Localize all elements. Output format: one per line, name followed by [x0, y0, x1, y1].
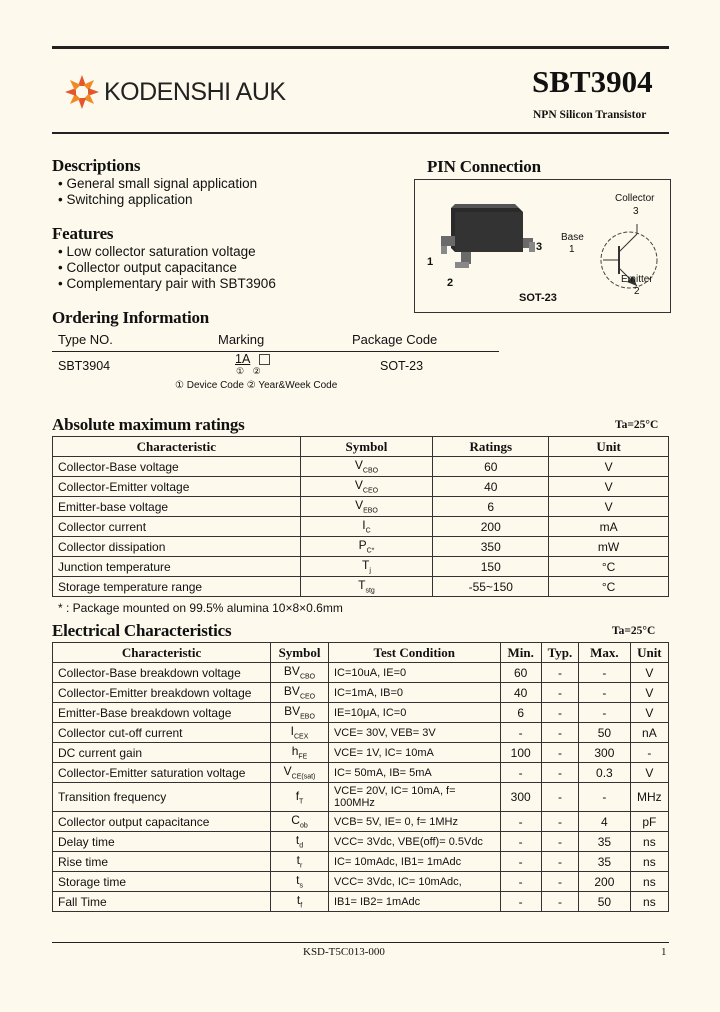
symbol-text: t: [296, 853, 301, 868]
pin-title: PIN Connection: [427, 157, 541, 176]
symbol-text: BV: [283, 664, 300, 679]
table-row: [53, 683, 669, 703]
col-header: Typ.: [541, 643, 578, 663]
typ-cell: -: [541, 812, 578, 832]
symbol-subscript: C*: [366, 547, 375, 555]
max-cell: -: [579, 683, 631, 703]
condition-cell: IC=10uA, IE=0: [328, 663, 500, 683]
unit-cell: -: [630, 743, 668, 763]
condition-cell: IC= 50mA, IB= 5mA: [328, 763, 500, 783]
max-cell: -: [579, 783, 631, 812]
characteristic-cell: Collector output capacitance: [53, 812, 271, 832]
min-cell: 60: [500, 663, 541, 683]
table-row: [53, 703, 669, 723]
typ-cell: -: [541, 683, 578, 703]
symbol-text: I: [362, 518, 366, 533]
typ-cell: -: [541, 872, 578, 892]
ordering-rule: [52, 351, 499, 352]
marking-box-icon: [259, 354, 270, 365]
marking-sub: ① ②: [236, 366, 264, 376]
unit-cell: mA: [549, 517, 669, 537]
max-cell: 35: [579, 832, 631, 852]
symbol-subscript: CBO: [362, 467, 379, 475]
symbol-cell: [271, 763, 329, 783]
characteristic-cell: Collector cut-off current: [53, 723, 271, 743]
condition-cell: VCE= 30V, VEB= 3V: [328, 723, 500, 743]
table-row: [53, 763, 669, 783]
symbol-subscript: C: [365, 527, 371, 535]
footer-doc: KSD-T5C013-000: [303, 946, 385, 958]
symbol-cell: [300, 537, 433, 557]
characteristic-cell: Rise time: [53, 852, 271, 872]
marking-code: 1A: [235, 352, 251, 366]
unit-cell: ns: [630, 852, 668, 872]
unit-cell: MHz: [630, 783, 668, 812]
symbol-text: V: [283, 764, 292, 779]
col-header: Symbol: [271, 643, 329, 663]
base-label: Base: [561, 232, 584, 243]
unit-cell: V: [630, 683, 668, 703]
rating-cell: 150: [433, 557, 549, 577]
symbol-text: V: [355, 498, 364, 513]
rating-cell: 60: [433, 457, 549, 477]
unit-cell: V: [630, 663, 668, 683]
characteristic-cell: Storage temperature range: [53, 577, 301, 597]
col-header: Symbol: [300, 437, 433, 457]
symbol-text: BV: [284, 704, 301, 719]
symbol-text: V: [354, 458, 363, 473]
symbol-subscript: FE: [298, 753, 308, 761]
list-item: • Complementary pair with SBT3906: [58, 276, 276, 291]
characteristic-cell: Collector-Emitter breakdown voltage: [53, 683, 271, 703]
symbol-cell: [271, 812, 329, 832]
symbol-subscript: CE(sat): [291, 773, 316, 781]
list-item: • Low collector saturation voltage: [58, 244, 256, 259]
abs-max-table: [52, 436, 669, 597]
symbol-text: C: [291, 813, 300, 828]
rating-cell: 200: [433, 517, 549, 537]
symbol-cell: [300, 577, 433, 597]
max-cell: 50: [579, 723, 631, 743]
symbol-subscript: CBO: [299, 673, 316, 681]
emitter-label: Emitter: [621, 274, 653, 285]
min-cell: -: [500, 812, 541, 832]
symbol-subscript: d: [299, 842, 304, 850]
condition-cell: IC=1mA, IB=0: [328, 683, 500, 703]
min-cell: -: [500, 723, 541, 743]
unit-cell: V: [549, 457, 669, 477]
condition-cell: VCC= 3Vdc, IC= 10mAdc,: [328, 872, 500, 892]
condition-cell: IC= 10mAdc, IB1= 1mAdc: [328, 852, 500, 872]
part-number: SBT3904: [532, 64, 653, 99]
elec-title: Electrical Characteristics: [52, 621, 232, 640]
symbol-subscript: T: [299, 798, 304, 806]
symbol-cell: [271, 743, 329, 763]
unit-cell: °C: [549, 577, 669, 597]
condition-cell: IB1= IB2= 1mAdc: [328, 892, 500, 912]
table-row: [53, 832, 669, 852]
symbol-cell: [300, 477, 433, 497]
characteristic-cell: Fall Time: [53, 892, 271, 912]
unit-cell: V: [630, 763, 668, 783]
symbol-text: t: [296, 893, 301, 908]
footer-page: 1: [661, 946, 667, 958]
col-header: Ratings: [433, 437, 549, 457]
descriptions-title: Descriptions: [52, 156, 141, 175]
table-row: [53, 517, 669, 537]
col-header: Unit: [630, 643, 668, 663]
min-cell: 300: [500, 783, 541, 812]
unit-cell: V: [549, 497, 669, 517]
footer-rule: [52, 942, 669, 943]
min-cell: 100: [500, 743, 541, 763]
rating-cell: 6: [433, 497, 549, 517]
symbol-cell: [300, 457, 433, 477]
collector-num: 3: [633, 206, 639, 217]
symbol-cell: [271, 663, 329, 683]
max-cell: -: [579, 663, 631, 683]
rating-cell: 350: [433, 537, 549, 557]
symbol-text: T: [362, 558, 370, 573]
min-cell: -: [500, 832, 541, 852]
symbol-cell: [271, 723, 329, 743]
rating-cell: 40: [433, 477, 549, 497]
package-label: SOT-23: [519, 292, 557, 304]
characteristic-cell: Collector-Base breakdown voltage: [53, 663, 271, 683]
table-row: [53, 783, 669, 812]
symbol-subscript: CEO: [299, 693, 316, 701]
characteristic-cell: Collector-Emitter saturation voltage: [53, 763, 271, 783]
table-row: [53, 577, 669, 597]
table-row: [53, 477, 669, 497]
unit-cell: ns: [630, 872, 668, 892]
pin2-label: 2: [447, 277, 454, 289]
symbol-cell: [271, 852, 329, 872]
ordering-header-package: Package Code: [352, 332, 438, 347]
table-row: [53, 723, 669, 743]
typ-cell: -: [541, 663, 578, 683]
table-row: [53, 497, 669, 517]
col-header: Min.: [500, 643, 541, 663]
characteristic-cell: Delay time: [53, 832, 271, 852]
symbol-text: t: [296, 873, 300, 888]
characteristic-cell: DC current gain: [53, 743, 271, 763]
elec-condition: Ta=25°C: [612, 625, 656, 637]
unit-cell: V: [549, 477, 669, 497]
table-row: [53, 892, 669, 912]
min-cell: -: [500, 892, 541, 912]
symbol-cell: [271, 683, 329, 703]
elec-table: [52, 642, 669, 912]
typ-cell: -: [541, 723, 578, 743]
symbol-text: f: [295, 788, 300, 803]
symbol-cell: [300, 497, 433, 517]
typ-cell: -: [541, 783, 578, 812]
characteristic-cell: Emitter-Base breakdown voltage: [53, 703, 271, 723]
ordering-header-type: Type NO.: [58, 332, 113, 347]
max-cell: -: [579, 703, 631, 723]
max-cell: 300: [579, 743, 631, 763]
typ-cell: -: [541, 852, 578, 872]
rating-cell: -55~150: [433, 577, 549, 597]
symbol-text: BV: [283, 684, 300, 699]
symbol-text: t: [295, 833, 300, 848]
symbol-text: P: [358, 538, 367, 553]
condition-cell: VCC= 3Vdc, VBE(off)= 0.5Vdc: [328, 832, 500, 852]
symbol-subscript: ob: [299, 822, 308, 830]
symbol-cell: [271, 703, 329, 723]
symbol-text: h: [291, 744, 299, 759]
max-cell: 35: [579, 852, 631, 872]
abs-max-title: Absolute maximum ratings: [52, 415, 245, 434]
max-cell: 50: [579, 892, 631, 912]
ordering-note: ① Device Code ② Year&Week Code: [175, 380, 338, 391]
table-row: [53, 537, 669, 557]
characteristic-cell: Transition frequency: [53, 783, 271, 812]
symbol-cell: [300, 557, 433, 577]
condition-cell: VCE= 1V, IC= 10mA: [328, 743, 500, 763]
symbol-text: I: [290, 724, 294, 739]
symbol-cell: [271, 872, 329, 892]
symbol-cell: [300, 517, 433, 537]
unit-cell: ns: [630, 832, 668, 852]
condition-cell: VCB= 5V, IE= 0, f= 1MHz: [328, 812, 500, 832]
typ-cell: -: [541, 703, 578, 723]
symbol-text: T: [358, 578, 366, 593]
symbol-subscript: EBO: [300, 713, 315, 721]
max-cell: 0.3: [579, 763, 631, 783]
col-header: Unit: [549, 437, 669, 457]
symbol-text: V: [354, 478, 363, 493]
typ-cell: -: [541, 832, 578, 852]
pin-diagram: [414, 179, 671, 313]
symbol-subscript: r: [300, 862, 303, 870]
unit-cell: °C: [549, 557, 669, 577]
pin1-label: 1: [427, 256, 434, 268]
min-cell: -: [500, 872, 541, 892]
company-name: KODENSHI AUK: [104, 78, 286, 106]
characteristic-cell: Junction temperature: [53, 557, 301, 577]
ordering-title: Ordering Information: [52, 308, 210, 327]
top-rule: [52, 46, 669, 49]
abs-max-condition: Ta=25°C: [615, 419, 659, 431]
typ-cell: -: [541, 892, 578, 912]
features-title: Features: [52, 224, 114, 243]
header-rule: [52, 132, 669, 134]
col-header: Max.: [579, 643, 631, 663]
table-row: [53, 557, 669, 577]
part-subtitle: NPN Silicon Transistor: [533, 109, 647, 121]
symbol-cell: [271, 892, 329, 912]
characteristic-cell: Collector-Emitter voltage: [53, 477, 301, 497]
symbol-subscript: j: [369, 567, 371, 575]
max-cell: 200: [579, 872, 631, 892]
emitter-num: 2: [634, 286, 640, 297]
characteristic-cell: Collector current: [53, 517, 301, 537]
characteristic-cell: Collector dissipation: [53, 537, 301, 557]
list-item: • General small signal application: [58, 176, 258, 191]
unit-cell: ns: [630, 892, 668, 912]
characteristic-cell: Storage time: [53, 872, 271, 892]
abs-max-footnote: * : Package mounted on 99.5% alumina 10×8×0.6mm: [58, 601, 343, 615]
table-row: [53, 743, 669, 763]
unit-cell: pF: [630, 812, 668, 832]
typ-cell: -: [541, 743, 578, 763]
list-item: • Switching application: [58, 192, 193, 207]
unit-cell: mW: [549, 537, 669, 557]
symbol-subscript: f: [300, 902, 303, 910]
characteristic-cell: Emitter-base voltage: [53, 497, 301, 517]
max-cell: 4: [579, 812, 631, 832]
table-row: [53, 872, 669, 892]
symbol-subscript: CEX: [293, 733, 309, 741]
base-num: 1: [569, 244, 575, 255]
col-header: Characteristic: [53, 437, 301, 457]
col-header: Test Condition: [328, 643, 500, 663]
col-header: Characteristic: [53, 643, 271, 663]
symbol-subscript: CEO: [362, 487, 379, 495]
table-row: [53, 663, 669, 683]
symbol-cell: [271, 783, 329, 812]
collector-label: Collector: [615, 193, 655, 204]
symbol-cell: [271, 832, 329, 852]
unit-cell: nA: [630, 723, 668, 743]
symbol-subscript: EBO: [363, 507, 378, 515]
table-row: [53, 852, 669, 872]
unit-cell: V: [630, 703, 668, 723]
condition-cell: IE=10μA, IC=0: [328, 703, 500, 723]
company-logo-icon: [64, 74, 100, 110]
ordering-header-marking: Marking: [218, 332, 265, 347]
min-cell: 40: [500, 683, 541, 703]
pin3-label: 3: [536, 241, 543, 253]
typ-cell: -: [541, 763, 578, 783]
min-cell: -: [500, 852, 541, 872]
characteristic-cell: Collector-Base voltage: [53, 457, 301, 477]
symbol-subscript: s: [299, 882, 303, 890]
table-row: [53, 812, 669, 832]
table-row: [53, 457, 669, 477]
condition-cell: VCE= 20V, IC= 10mA, f= 100MHz: [328, 783, 500, 812]
symbol-subscript: stg: [365, 587, 375, 595]
min-cell: 6: [500, 703, 541, 723]
ordering-type: SBT3904: [58, 359, 111, 373]
min-cell: -: [500, 763, 541, 783]
list-item: • Collector output capacitance: [58, 260, 237, 275]
ordering-package: SOT-23: [380, 359, 424, 373]
